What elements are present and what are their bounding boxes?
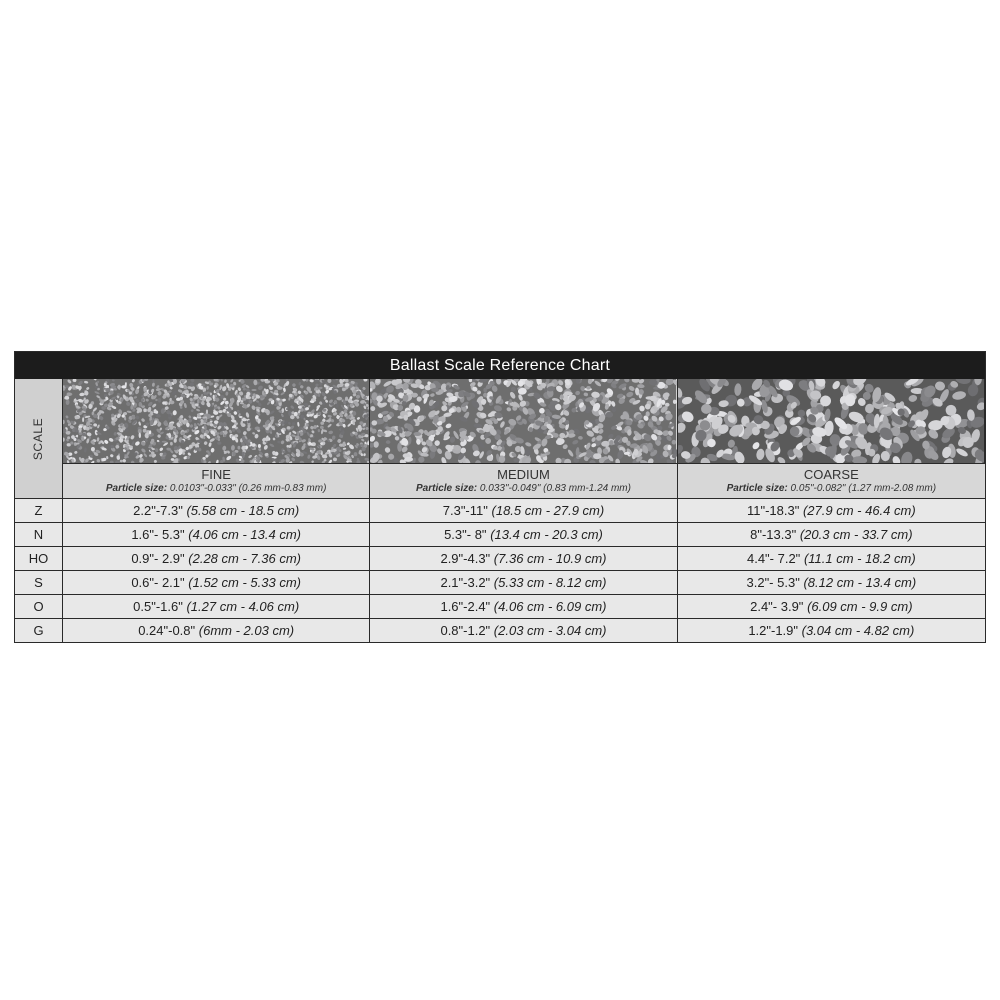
metric-range: (13.4 cm - 20.3 cm) <box>490 527 603 542</box>
metric-range: (4.06 cm - 13.4 cm) <box>188 527 301 542</box>
metric-range: (2.03 cm - 3.04 cm) <box>493 623 607 638</box>
imperial-range: 2.2"-7.3" <box>133 503 183 518</box>
imperial-range: 11"-18.3" <box>746 503 800 518</box>
imperial-range: 0.5"-1.6" <box>133 599 183 614</box>
table-cell <box>678 570 985 594</box>
table-cell <box>678 594 985 618</box>
table-cell <box>63 546 370 570</box>
table-cell <box>63 618 370 642</box>
particle-size <box>678 483 985 494</box>
fine-ballast-swatch <box>63 379 370 463</box>
particle-size-label: Particle size: <box>415 483 478 494</box>
particle-size-label: Particle size: <box>726 483 788 494</box>
scale-header-label: SCALE <box>31 417 46 460</box>
column-header-medium <box>370 463 677 498</box>
table-cell <box>63 594 370 618</box>
particle-size-value: 0.0103"-0.033" (0.26 mm-0.83 mm) <box>169 483 327 494</box>
table-cell <box>370 498 677 522</box>
table-cell <box>370 522 677 546</box>
table-cell <box>678 498 985 522</box>
imperial-range: 7.3"-11" <box>442 503 488 518</box>
imperial-range: 5.3"- 8" <box>444 527 487 542</box>
column-name: FINE <box>201 467 231 482</box>
metric-range: (6mm - 2.03 cm) <box>198 623 295 638</box>
metric-range: (5.33 cm - 8.12 cm) <box>493 575 607 590</box>
column-header-fine <box>63 463 370 498</box>
imperial-range: 0.9"- 2.9" <box>131 551 185 566</box>
table-cell <box>678 546 985 570</box>
imperial-range: 3.2"- 5.3" <box>746 575 800 590</box>
metric-range: (2.28 cm - 7.36 cm) <box>188 551 301 566</box>
imperial-range: 0.24"-0.8" <box>138 623 196 638</box>
scale-label: HO <box>15 546 63 570</box>
column-name: COARSE <box>803 467 859 482</box>
imperial-range: 2.4"- 3.9" <box>750 599 804 614</box>
imperial-range: 1.6"-2.4" <box>440 599 491 614</box>
ballast-chart <box>14 351 986 643</box>
column-name: MEDIUM <box>497 467 550 482</box>
particle-size-value: 0.033"-0.049" (0.83 mm-1.24 mm) <box>479 483 631 494</box>
table-cell <box>678 522 985 546</box>
scale-label: N <box>15 522 63 546</box>
medium-ballast-swatch <box>370 379 677 463</box>
imperial-range: 1.6"- 5.3" <box>131 527 185 542</box>
table-cell <box>370 570 677 594</box>
metric-range: (20.3 cm - 33.7 cm) <box>799 527 913 542</box>
scale-label: O <box>15 594 63 618</box>
table-cell <box>370 618 677 642</box>
metric-range: (18.5 cm - 27.9 cm) <box>491 503 605 518</box>
particle-size-value: 0.05"-0.082" (1.27 mm-2.08 mm) <box>790 483 937 494</box>
particle-size <box>63 483 369 494</box>
scale-label: G <box>15 618 63 642</box>
imperial-range: 4.4"- 7.2" <box>746 551 801 566</box>
coarse-ballast-swatch <box>678 379 985 463</box>
chart-title: Ballast Scale Reference Chart <box>15 352 985 379</box>
table-cell <box>63 522 370 546</box>
table-cell <box>63 498 370 522</box>
metric-range: (4.06 cm - 6.09 cm) <box>493 599 607 614</box>
imperial-range: 0.6"- 2.1" <box>131 575 185 590</box>
imperial-range: 1.2"-1.9" <box>748 623 799 638</box>
metric-range: (6.09 cm - 9.9 cm) <box>807 599 913 614</box>
imperial-range: 2.1"-3.2" <box>440 575 491 590</box>
particle-size-label: Particle size: <box>105 483 168 494</box>
particle-size <box>370 483 676 494</box>
scale-header <box>15 379 63 498</box>
metric-range: (5.58 cm - 18.5 cm) <box>186 503 300 518</box>
table-cell <box>678 618 985 642</box>
table-cell <box>370 546 677 570</box>
table-cell <box>370 594 677 618</box>
metric-range: (8.12 cm - 13.4 cm) <box>803 575 917 590</box>
metric-range: (1.52 cm - 5.33 cm) <box>188 575 301 590</box>
metric-range: (3.04 cm - 4.82 cm) <box>801 623 915 638</box>
column-header-coarse <box>678 463 985 498</box>
scale-label: Z <box>15 498 63 522</box>
scale-label: S <box>15 570 63 594</box>
metric-range: (7.36 cm - 10.9 cm) <box>493 551 607 566</box>
imperial-range: 0.8"-1.2" <box>440 623 491 638</box>
metric-range: (27.9 cm - 46.4 cm) <box>802 503 916 518</box>
imperial-range: 8"-13.3" <box>750 527 797 542</box>
table-cell <box>63 570 370 594</box>
imperial-range: 2.9"-4.3" <box>440 551 491 566</box>
metric-range: (11.1 cm - 18.2 cm) <box>803 551 916 566</box>
metric-range: (1.27 cm - 4.06 cm) <box>186 599 300 614</box>
chart-grid <box>15 379 985 642</box>
